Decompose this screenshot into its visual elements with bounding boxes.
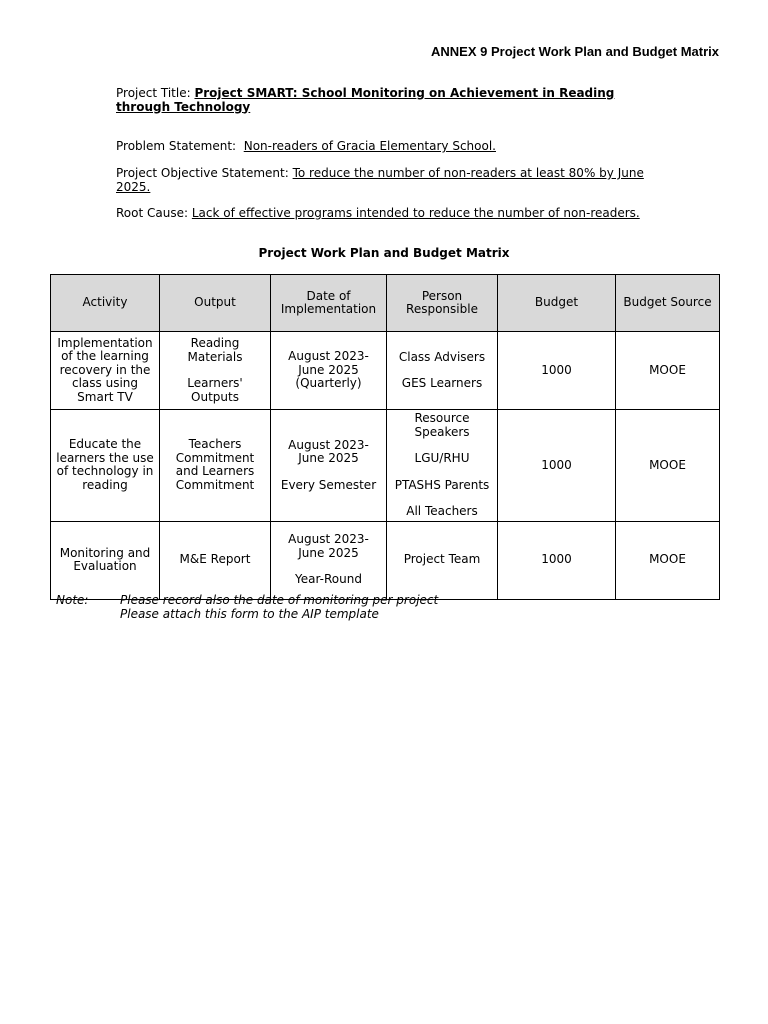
note-line: Please record also the date of monitoring per project bbox=[120, 593, 439, 607]
activity-cell: Educate the learners the use of technology in reading bbox=[51, 410, 160, 522]
date-cell bbox=[271, 410, 387, 522]
person-line: LGU/RHU bbox=[414, 451, 470, 465]
project-title-label: Project Title: bbox=[116, 86, 191, 100]
activity-cell: Implementation of the learning recovery in the class using Smart TV bbox=[51, 332, 160, 410]
note-block bbox=[56, 593, 439, 621]
project-title-field bbox=[116, 87, 656, 114]
table-row bbox=[51, 521, 720, 599]
header-budget: Budget bbox=[498, 275, 616, 332]
root-cause-label: Root Cause: bbox=[116, 206, 189, 220]
date-line: August 2023-June 2025 bbox=[288, 437, 369, 465]
header-output: Output bbox=[160, 275, 271, 332]
output-cell bbox=[160, 332, 271, 410]
header-source: Budget Source bbox=[616, 275, 720, 332]
header-activity: Activity bbox=[51, 275, 160, 332]
objective-field bbox=[116, 167, 656, 194]
date-line: Year-Round bbox=[295, 572, 362, 587]
note-label: Note: bbox=[56, 593, 89, 607]
date-line: August 2023-June 2025 bbox=[288, 532, 369, 560]
person-cell bbox=[387, 410, 498, 522]
output-line: Learners' Outputs bbox=[187, 376, 243, 404]
table-row bbox=[51, 332, 720, 410]
person-line: PTASHS Parents bbox=[394, 477, 490, 492]
root-cause-value: Lack of effective programs intended to reduce the number of non-readers. bbox=[191, 206, 640, 220]
date-cell bbox=[271, 332, 387, 410]
budget-cell: 1000 bbox=[498, 332, 616, 410]
root-cause-field bbox=[116, 207, 656, 221]
source-cell: MOOE bbox=[616, 410, 720, 522]
source-cell: MOOE bbox=[616, 521, 720, 599]
objective-value-line1: To reduce the number of non-readers at least 80% by June bbox=[292, 166, 644, 180]
problem-statement-field bbox=[116, 140, 656, 154]
work-plan-table bbox=[50, 274, 720, 600]
budget-cell: 1000 bbox=[498, 410, 616, 522]
output-line: Reading Materials bbox=[187, 336, 243, 364]
person-line: GES Learners bbox=[401, 376, 483, 390]
date-line: (Quarterly) bbox=[295, 376, 362, 391]
project-title-value-line1: Project SMART: School Monitoring on Achievement in Reading bbox=[194, 86, 615, 100]
project-title-value-line2: through Technology bbox=[116, 99, 251, 114]
problem-statement-label: Problem Statement: bbox=[116, 139, 237, 153]
objective-value-line2: 2025. bbox=[116, 179, 151, 194]
person-line: Resource Speakers bbox=[414, 411, 470, 439]
activity-cell: Monitoring and Evaluation bbox=[51, 521, 160, 599]
person-cell bbox=[387, 332, 498, 410]
date-cell bbox=[271, 521, 387, 599]
matrix-title: Project Work Plan and Budget Matrix bbox=[258, 246, 510, 260]
budget-cell: 1000 bbox=[498, 521, 616, 599]
objective-label: Project Objective Statement: bbox=[116, 166, 289, 180]
output-cell: Teachers Commitment and Learners Commitment bbox=[160, 410, 271, 522]
person-line: All Teachers bbox=[406, 504, 478, 518]
output-cell: M&E Report bbox=[160, 521, 271, 599]
note-line: Please attach this form to the AIP template bbox=[120, 606, 379, 621]
source-cell: MOOE bbox=[616, 332, 720, 410]
date-line: August 2023-June 2025 bbox=[288, 349, 369, 377]
date-line: Every Semester bbox=[280, 477, 377, 492]
annex-title: ANNEX 9 Project Work Plan and Budget Matrix bbox=[431, 44, 719, 59]
person-cell: Project Team bbox=[387, 521, 498, 599]
table-header-row bbox=[51, 275, 720, 332]
table-row bbox=[51, 410, 720, 522]
problem-statement-value: Non-readers of Gracia Elementary School. bbox=[243, 139, 496, 153]
header-date: Date of Implementation bbox=[271, 275, 387, 332]
person-line: Class Advisers bbox=[398, 349, 486, 364]
header-person: Person Responsible bbox=[387, 275, 498, 332]
